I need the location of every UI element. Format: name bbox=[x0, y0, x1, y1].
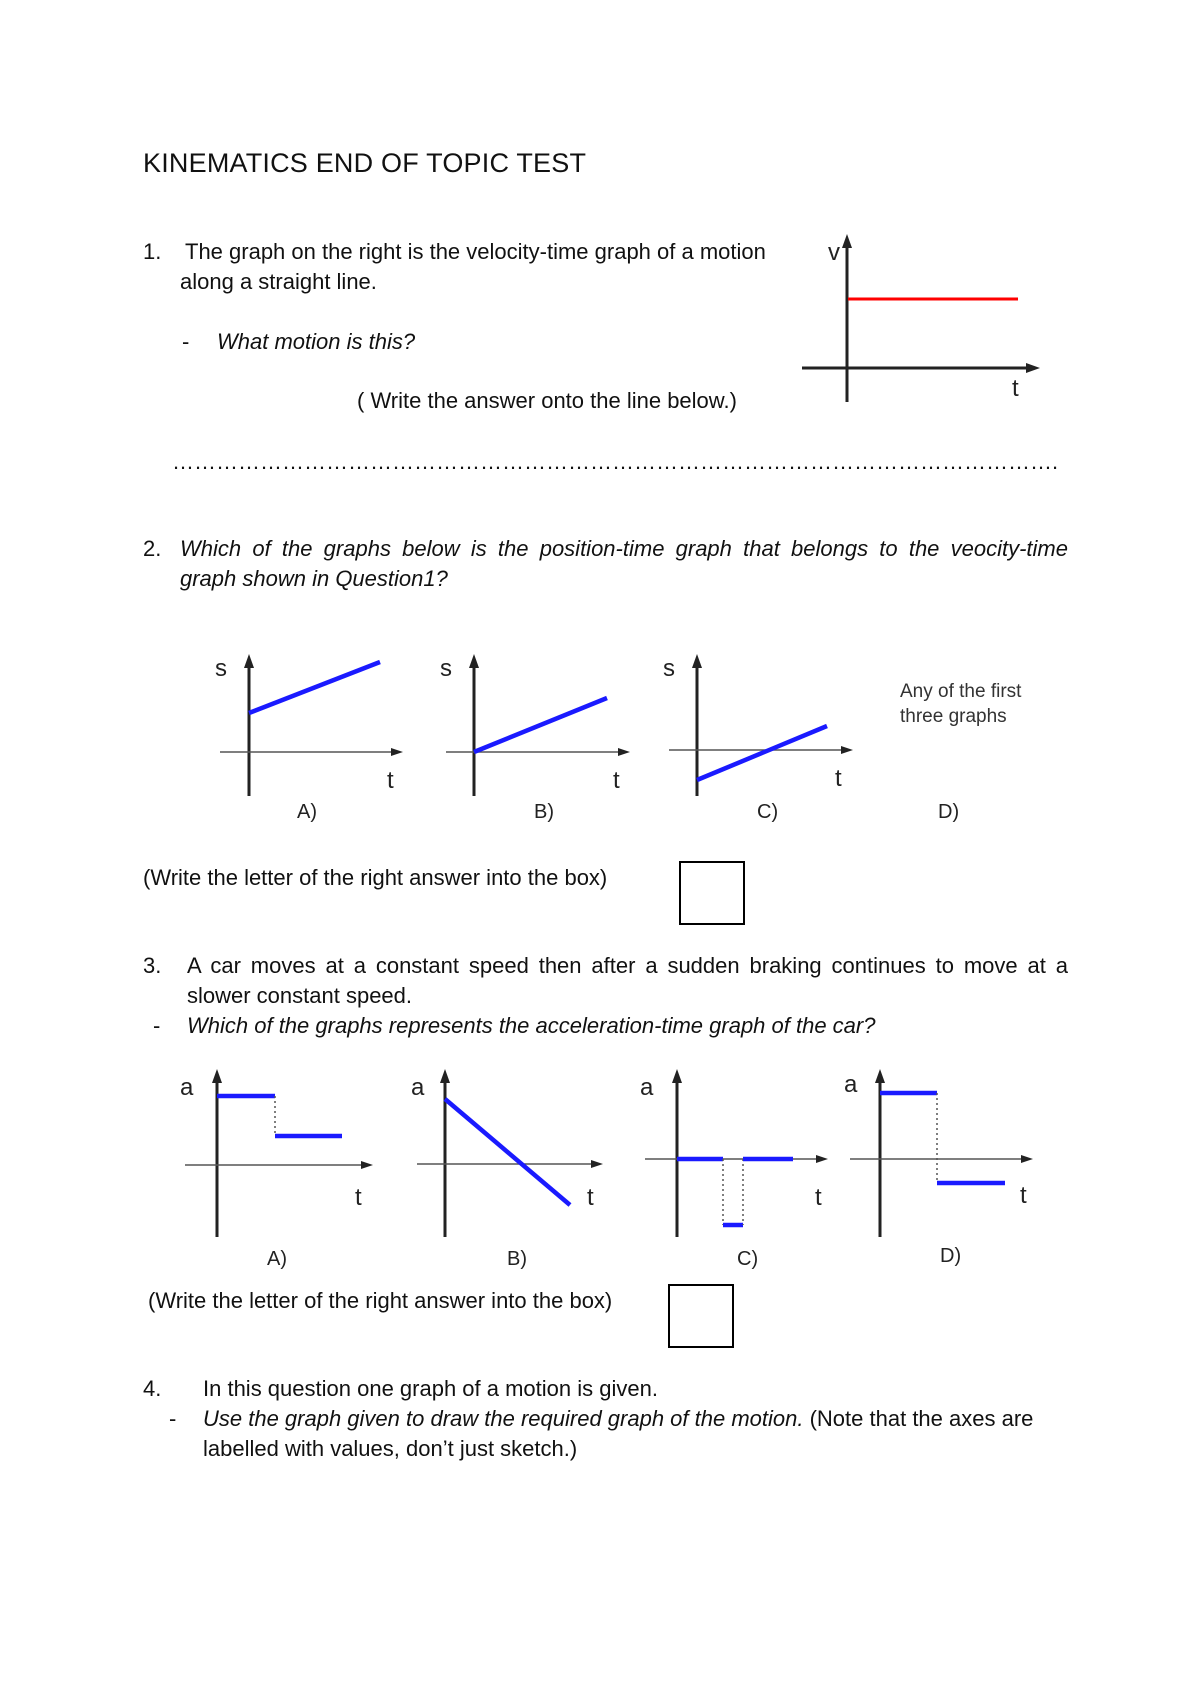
q4-text-line3: labelled with values, don’t just sketch.) bbox=[203, 1436, 578, 1461]
q3b-y-label: a bbox=[411, 1074, 425, 1101]
q2a-x-arrow bbox=[391, 748, 403, 756]
q2b-y-label: s bbox=[440, 655, 452, 682]
q2-graph-a bbox=[205, 640, 415, 830]
q2b-option-label: B) bbox=[534, 801, 554, 823]
q3d-option-label: D) bbox=[940, 1245, 962, 1267]
q3a-x-label: t bbox=[355, 1184, 362, 1211]
q2c-y-arrow bbox=[692, 654, 702, 668]
q4-number: 4. bbox=[143, 1376, 162, 1401]
q4-dash: - bbox=[169, 1406, 177, 1431]
q3-text-line1: A car moves at a constant speed then after a sudden braking continues to move at a bbox=[187, 953, 1068, 978]
q2-option-d bbox=[890, 670, 1050, 830]
q1-y-arrow bbox=[842, 234, 852, 248]
q3-text-line2: slower constant speed. bbox=[187, 983, 413, 1008]
q2d-option-label: D) bbox=[938, 801, 960, 823]
q3c-x-arrow bbox=[816, 1155, 828, 1163]
q2b-y-arrow bbox=[469, 654, 479, 668]
page-title: KINEMATICS END OF TOPIC TEST bbox=[143, 148, 587, 178]
q2d-text-line2: three graphs bbox=[900, 706, 1007, 727]
q2-answer-box[interactable] bbox=[679, 861, 745, 925]
q3-graph-b bbox=[405, 1055, 615, 1275]
q3b-x-label: t bbox=[587, 1184, 594, 1211]
q2d-text-line1: Any of the first bbox=[900, 681, 1022, 702]
q1-text-line2: along a straight line. bbox=[180, 269, 377, 294]
q1-y-label: v bbox=[828, 239, 840, 266]
q2b-x-label: t bbox=[613, 767, 620, 794]
q4-prompt-normal: (Note that the axes are bbox=[803, 1406, 1034, 1431]
q2-number: 2. bbox=[143, 536, 162, 561]
q3c-y-arrow bbox=[672, 1069, 682, 1083]
q2c-x-label: t bbox=[835, 765, 842, 792]
q3b-y-arrow bbox=[440, 1069, 450, 1083]
q3a-y-label: a bbox=[180, 1074, 194, 1101]
q1-text-line1: The graph on the right is the velocity-time graph of a motion bbox=[185, 239, 766, 264]
q1-velocity-time-graph bbox=[790, 230, 1050, 410]
q2c-x-arrow bbox=[841, 746, 853, 754]
q2c-line bbox=[697, 726, 827, 780]
q1-dash: - bbox=[182, 329, 190, 354]
q1-prompt: What motion is this? bbox=[217, 329, 416, 354]
q2a-option-label: A) bbox=[297, 801, 317, 823]
q3b-x-arrow bbox=[591, 1160, 603, 1168]
q1-answer-line[interactable]: …………………………………………………………………………………………………………. bbox=[172, 449, 1059, 474]
q1-number: 1. bbox=[143, 239, 162, 264]
q3b-line bbox=[445, 1099, 570, 1205]
q3-dash: - bbox=[153, 1013, 161, 1038]
q4-text-line1: In this question one graph of a motion is given. bbox=[203, 1376, 658, 1401]
q3a-option-label: A) bbox=[267, 1248, 287, 1270]
q3-number: 3. bbox=[143, 953, 162, 978]
q2-text-line1: Which of the graphs below is the position-time graph that belongs to the veocity-time bbox=[180, 536, 1068, 561]
q3d-x-label: t bbox=[1020, 1182, 1027, 1209]
q1-instruction: ( Write the answer onto the line below.) bbox=[357, 388, 737, 413]
q2-graph-b bbox=[432, 640, 642, 830]
q2b-line bbox=[474, 698, 607, 752]
q2-text-line2: graph shown in Question1? bbox=[180, 566, 448, 591]
q3c-option-label: C) bbox=[737, 1248, 759, 1270]
q3-graph-d bbox=[840, 1055, 1050, 1275]
q3-graph-a bbox=[175, 1055, 385, 1275]
q3-prompt: Which of the graphs represents the acceleration-time graph of the car? bbox=[187, 1013, 876, 1038]
q3c-x-label: t bbox=[815, 1184, 822, 1211]
q3d-y-label: a bbox=[844, 1071, 858, 1098]
q1-x-arrow bbox=[1026, 363, 1040, 373]
q2c-option-label: C) bbox=[757, 801, 779, 823]
q3-graph-c bbox=[635, 1055, 845, 1275]
q2-graph-c bbox=[655, 640, 865, 830]
q3b-option-label: B) bbox=[507, 1248, 527, 1270]
q3a-x-arrow bbox=[361, 1161, 373, 1169]
q2a-y-label: s bbox=[215, 655, 227, 682]
q3a-y-arrow bbox=[212, 1069, 222, 1083]
q4-prompt-italic: Use the graph given to draw the required graph of the motion. bbox=[203, 1406, 804, 1431]
q2-instruction: (Write the letter of the right answer into the box) bbox=[143, 865, 608, 890]
q3d-x-arrow bbox=[1021, 1155, 1033, 1163]
q2c-y-label: s bbox=[663, 655, 675, 682]
q2a-y-arrow bbox=[244, 654, 254, 668]
q1-x-label: t bbox=[1012, 375, 1019, 402]
q4-prompt bbox=[203, 1404, 1033, 1434]
q3d-y-arrow bbox=[875, 1069, 885, 1083]
q2b-x-arrow bbox=[618, 748, 630, 756]
q3-answer-box[interactable] bbox=[668, 1284, 734, 1348]
q3-instruction: (Write the letter of the right answer into the box) bbox=[148, 1288, 613, 1313]
q2a-x-label: t bbox=[387, 767, 394, 794]
q2a-line bbox=[249, 662, 380, 713]
q3c-y-label: a bbox=[640, 1074, 654, 1101]
